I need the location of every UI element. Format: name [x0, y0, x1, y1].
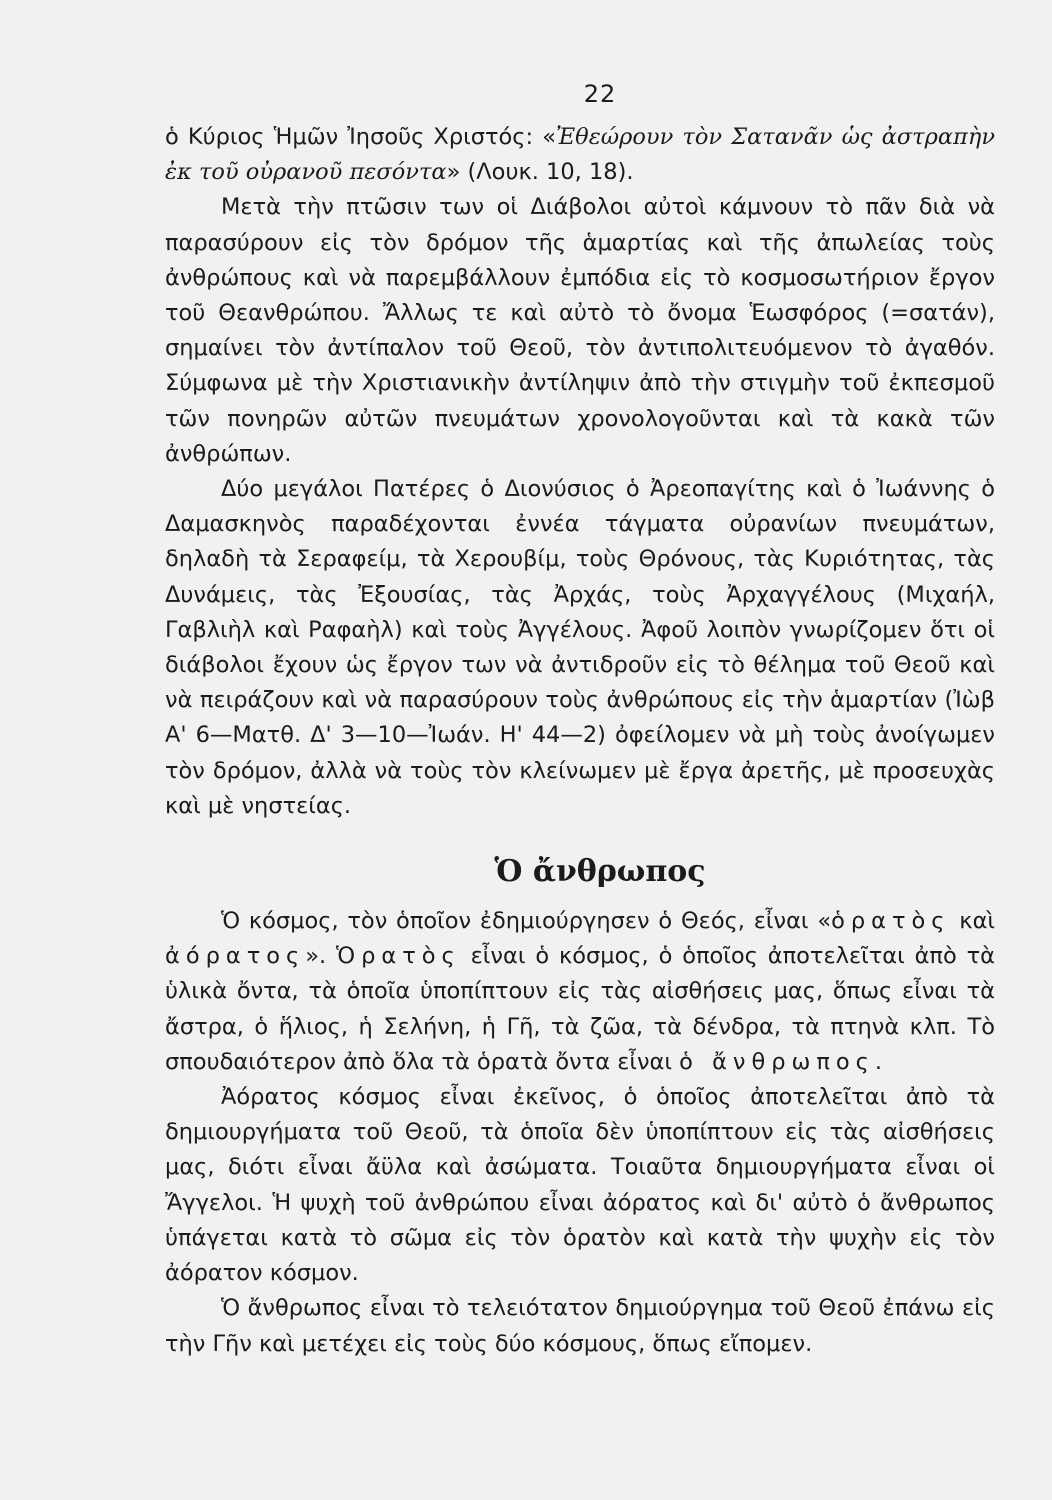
quote-reference: » (Λουκ. 10, 18). [446, 159, 634, 186]
paragraph-invisible-world: Ἀόρατος κόσμος εἶναι ἐκεῖνος, ὁ ὁποῖος ἀποτελεῖται ἀπὸ τὰ δημιουργήματα τοῦ Θεοῦ, τὰ ὁποῖα δὲν ὑποπίπτουν εἰς τὰς αἰσθήσεις μας, διότι εἶναι ἄϋλα καὶ ἀσώματα. Τοιαῦτα δημιουργήματα εἶναι οἱ Ἄγγελοι. Ἡ ψυχὴ τοῦ ἀνθρώπου εἶναι ἀόρατος καὶ δι' αὐτὸ ὁ ἄνθρωπος ὑπάγεται κατὰ τὸ σῶμα εἰς τὸν ὁρατὸν καὶ κατὰ τὴν ψυχὴν εἰς τὸν ἀόρατον κόσμον. [165, 1084, 995, 1287]
paragraph-quote [165, 120, 995, 190]
emphasis-visible: ὁρατὸς [831, 908, 951, 935]
page-number: 22 [583, 80, 617, 108]
paragraph-world: Ὁ κόσμος, τὸν ὁποῖον ἐδημιούργησεν ὁ Θεός, εἶναι «ὁρατὸς καὶ ἀόρατος». Ὁρατὸς εἶναι ὁ κόσμος, ὁ ὁποῖος ἀποτελεῖται ἀπὸ τὰ ὑλικὰ ὄντα, τὰ ὁποῖα ὑποπίπτουν εἰς τὰς αἰσθήσεις μας, ὅπως εἶναι τὰ ἄστρα, ὁ ἥλιος, ἡ Σελήνη, ἡ Γῆ, τὰ ζῶα, τὰ δένδρα, τὰ πτηνὰ κλπ. Τὸ σπουδαιότερον ἀπὸ ὅλα τὰ ὁρατὰ ὄντα εἶναι ὁ ἄνθρωπος. [165, 908, 996, 1075]
emphasis-human: ὁ ἄνθρωπος [679, 1048, 875, 1075]
paragraph-fathers: Δύο μεγάλοι Πατέρες ὁ Διονύσιος ὁ Ἀρεοπαγίτης καὶ ὁ Ἰωάννης ὁ Δαμασκηνὸς παραδέχονται ἐννέα τάγματα οὐρανίων πνευμάτων, δηλαδὴ τὰ Σεραφείμ, τὰ Χερουβίμ, τοὺς Θρόνους, τὰς Κυριότητας, τὰς Δυνάμεις, τὰς Ἐξουσίας, τὰς Ἀρχάς, τοὺς Ἀρχαγγέλους (Μιχαήλ, Γαβλιὴλ καὶ Ραφαὴλ) καὶ τοὺς Ἀγγέλους. Ἀφοῦ λοιπὸν γνωρίζομεν ὅτι οἱ διάβολοι ἔχουν ὡς ἔργον των νὰ ἀντιδροῦν εἰς τὸ θέλημα τοῦ Θεοῦ καὶ νὰ πειράζουν καὶ νὰ παρασύρουν τοὺς ἀνθρώπους εἰς τὴν ἁμαρτίαν (Ἰὼβ Α' 6—Ματθ. Δ' 3—10—Ἰωάν. Η' 44—2) ὀφείλομεν νὰ μὴ τοὺς ἀνοίγωμεν τὸν δρόμον, ἀλλὰ νὰ τοὺς τὸν κλείνωμεν μὲ ἔργα ἀρετῆς, μὲ προσευχὰς καὶ μὲ νηστείας. [165, 476, 995, 819]
paragraph-fall: Μετὰ τὴν πτῶσιν των οἱ Διάβολοι αὐτοὶ κάμνουν τὸ πᾶν διὰ νὰ παρασύρουν εἰς τὸν δρόμον τῆς ἁμαρτίας καὶ τῆς ἀπωλείας τοὺς ἀνθρώπους καὶ νὰ παρεμβάλλουν ἐμπόδια εἰς τὸ κοσμοσωτήριον ἔργον τοῦ Θεανθρώπου. Ἄλλως τε καὶ αὐτὸ τὸ ὄνομα Ἑωσφόρος (=σατάν), σημαίνει τὸν ἀντίπαλον τοῦ Θεοῦ, τὸν ἀντιπολιτευόμενον τὸ ἀγαθόν. Σύμφωνα μὲ τὴν Χριστιανικὴν ἀντίληψιν ἀπὸ τὴν στιγμὴν τοῦ ἐκπεσμοῦ τῶν πονηρῶν αὐτῶν πνευμάτων χρονολογοῦνται καὶ τὰ κακὰ τῶν ἀνθρώπων. [165, 194, 995, 467]
paragraph-human: Ὁ ἄνθρωπος εἶναι τὸ τελειότατον δημιούργημα τοῦ Θεοῦ ἐπάνω εἰς τὴν Γῆν καὶ μετέχει εἰς τοὺς δύο κόσμους, ὅπως εἴπομεν. [165, 1295, 995, 1357]
emphasis-invisible: ἀόρατος [165, 943, 306, 970]
page-text [165, 120, 995, 1362]
quote-intro: ὁ Κύριος Ἡμῶν Ἰησοῦς Χριστός: « [165, 124, 556, 150]
scripture-quote: Ἐθεώρουν τὸν Σατανᾶν ὡς ἀστραπὴν ἐκ τοῦ οὐρανοῦ πεσόντα [165, 124, 995, 186]
section-heading: Ὁ ἄνθρωπος [494, 854, 706, 890]
emphasis-visible-2: Ὁρατὸς [336, 943, 461, 970]
